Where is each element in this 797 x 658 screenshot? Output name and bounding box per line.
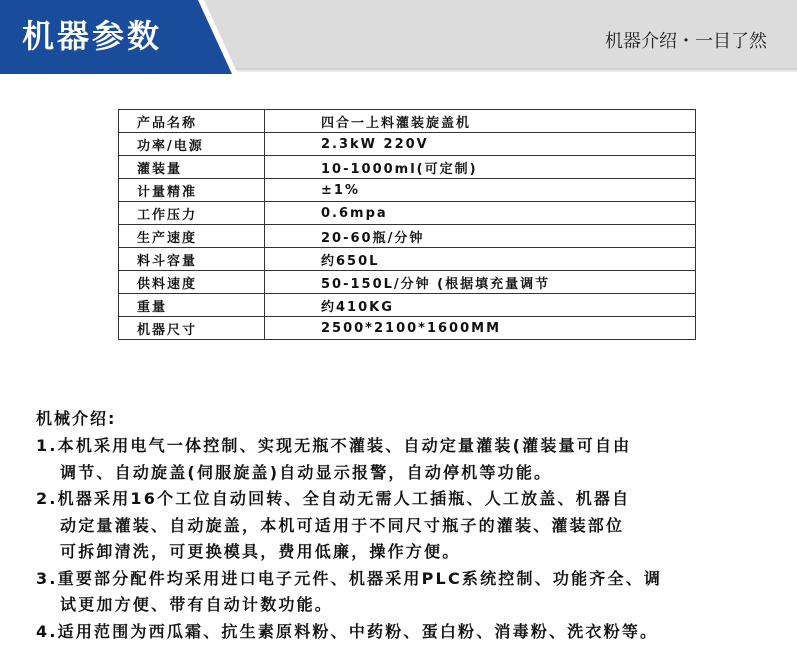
item-line: 重要部分配件均采用进口电子元件、机器采用PLC系统控制、功能齐全、调	[57, 568, 663, 588]
param-value: 10-1000ml(可定制)	[265, 156, 696, 179]
item-number: 1.	[36, 436, 58, 455]
item-line: 机器采用16个工位自动回转、全自动无需人工插瓶、人工放盖、机器自	[57, 489, 631, 508]
table-row	[119, 202, 696, 225]
intro-item-1	[36, 433, 776, 486]
param-key: 供料速度	[119, 271, 265, 294]
table-row	[119, 225, 696, 248]
param-value: 四合一上料灌装旋盖机	[265, 110, 696, 133]
item-line: 本机采用电气一体控制、实现无瓶不灌装、自动定量灌装(灌装量可自由	[57, 436, 632, 455]
param-value: 约650L	[265, 248, 696, 271]
param-key: 计量精准	[119, 179, 265, 202]
intro-item-3	[36, 566, 776, 619]
table-row	[119, 179, 696, 202]
param-value: 2500*2100*1600MM	[265, 317, 696, 340]
param-value: 2.3kW 220V	[265, 133, 696, 156]
param-key: 灌装量	[119, 156, 265, 179]
param-value: 20-60瓶/分钟	[265, 225, 696, 248]
param-key: 生产速度	[119, 225, 265, 248]
table-row	[119, 133, 696, 156]
item-line: 适用范围为西瓜霜、抗生素原料粉、中药粉、蛋白粉、消毒粉、洗衣粉等。	[57, 621, 659, 641]
param-value: 50-150L/分钟 (根据填充量调节	[265, 271, 696, 294]
item-line: 动定量灌装、自动旋盖，本机可适用于不同尺寸瓶子的灌装、灌装部位	[60, 515, 625, 535]
table-row	[119, 317, 696, 340]
page-subtitle: 机器介绍・一目了然	[605, 31, 767, 52]
intro-item-2	[36, 486, 776, 566]
table-row	[119, 110, 696, 133]
table-row	[119, 248, 696, 271]
table-row	[119, 271, 696, 294]
item-number: 3.	[36, 568, 58, 588]
item-number: 2.	[36, 489, 58, 508]
table-row	[119, 156, 696, 179]
param-key: 功率/电源	[119, 133, 265, 156]
item-number: 4.	[36, 621, 58, 641]
title-banner	[0, 0, 240, 76]
page-title: 机器参数	[22, 17, 163, 55]
item-line: 可拆卸清洗，可更换模具，费用低廉，操作方便。	[60, 542, 461, 561]
param-value: 0.6mpa	[265, 202, 696, 225]
intro-heading: 机械介绍:	[36, 409, 117, 428]
item-line: 调节、自动旋盖(伺服旋盖)自动显示报警，自动停机等功能。	[60, 462, 553, 482]
intro-item-4	[36, 619, 776, 646]
table-row	[119, 294, 696, 317]
param-key: 机器尺寸	[119, 317, 265, 340]
item-line: 试更加方便、带有自动计数功能。	[60, 595, 334, 614]
param-value: ±1%	[265, 179, 696, 202]
param-value: 约410KG	[265, 294, 696, 317]
param-key: 产品名称	[119, 110, 265, 133]
machine-introduction	[36, 405, 776, 645]
param-key: 料斗容量	[119, 248, 265, 271]
parameter-table	[118, 109, 696, 340]
param-key: 工作压力	[119, 202, 265, 225]
page-header	[0, 0, 797, 76]
param-key: 重量	[119, 294, 265, 317]
